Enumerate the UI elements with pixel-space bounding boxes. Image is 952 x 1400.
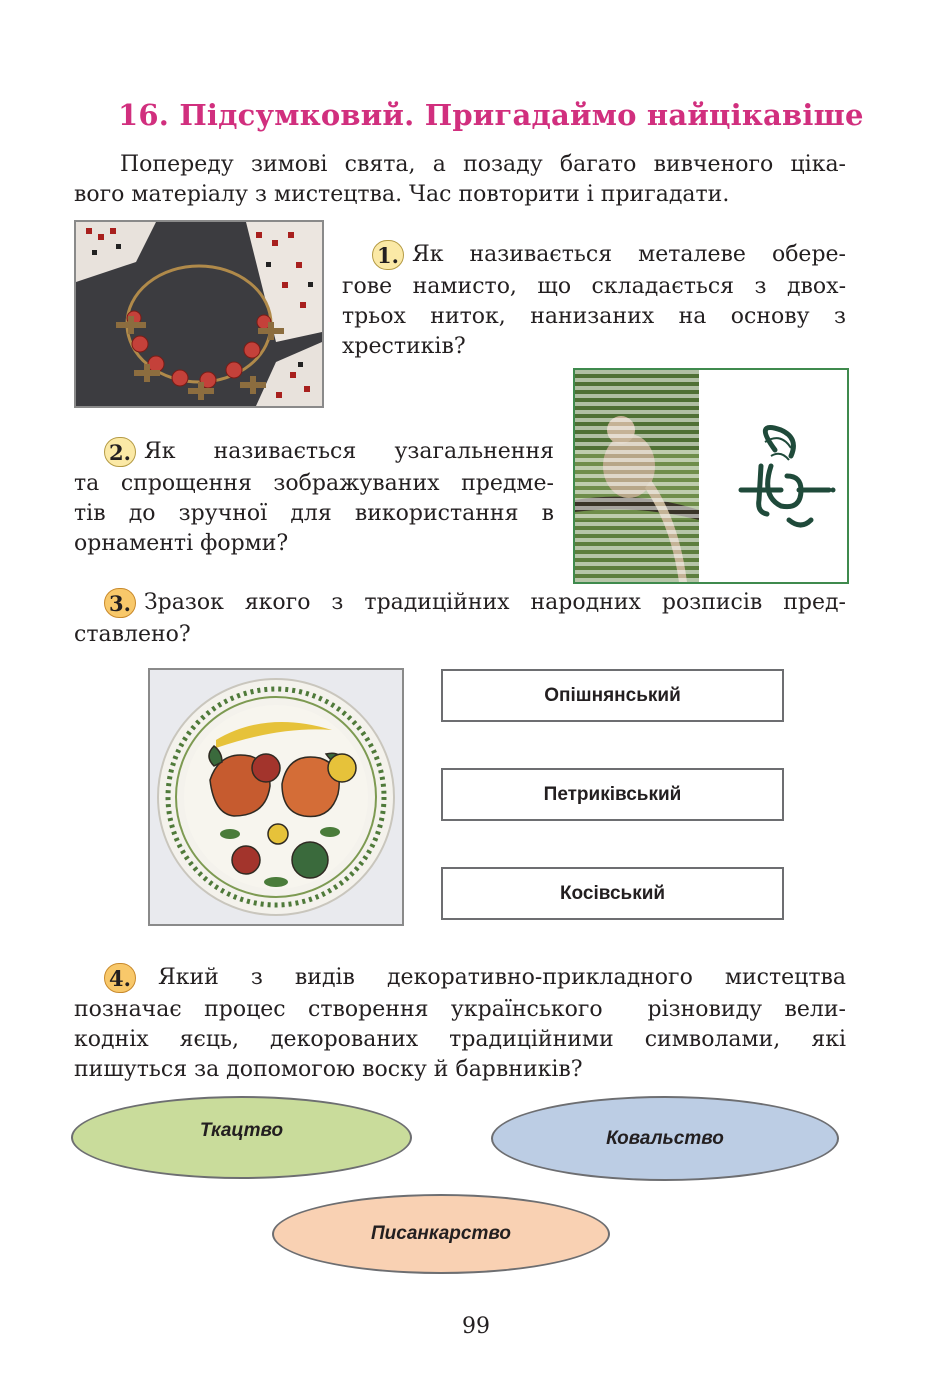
question-1-line-1: Як називається металеве обере- [411, 242, 846, 267]
question-1-continued [342, 272, 846, 362]
monkey-illustration [575, 370, 847, 582]
necklace-image [74, 220, 324, 408]
question-4 [104, 963, 846, 993]
page-title: 16. Підсумковий. Пригадаймо найцікавіше [118, 98, 864, 132]
question-2-continued [74, 469, 554, 559]
question-2-number: 2. [104, 437, 136, 467]
question-4-line-2: позначає процес створення українського різновиду вели- [74, 997, 846, 1022]
answer-option-petrykivskyi[interactable]: Петриківський [441, 768, 784, 821]
question-4-line-3: кодніх яєць, декорованих традиційними символами, які [74, 1027, 846, 1052]
answer-option-tkatstvo[interactable] [71, 1096, 412, 1179]
intro-line-1: Попереду зимові свята, а позаду багато вивченого ціка- [120, 152, 846, 177]
question-4-continued [74, 995, 846, 1085]
question-4-number: 4. [104, 963, 136, 993]
question-3 [104, 588, 846, 618]
intro-line-2: вого матеріалу з мистецтва. Час повторити і пригадати. [74, 182, 730, 207]
question-2 [104, 437, 554, 467]
question-3-continued [74, 620, 846, 650]
answer-option-pysankarstvo[interactable]: Писанкарство [272, 1194, 610, 1274]
monkey-stylization-image [573, 368, 849, 584]
answer-option-kovalstvo[interactable]: Ковальство [491, 1096, 839, 1181]
question-3-number: 3. [104, 588, 136, 618]
question-2-line-3: тів до зручної для використання в [74, 501, 554, 526]
page-number: 99 [462, 1314, 490, 1339]
answer-option-tkatstvo-label: Ткацтво [199, 1119, 284, 1141]
question-3-line-2: ставлено? [74, 622, 191, 647]
intro-text [74, 150, 846, 210]
painted-plate-image [148, 668, 404, 926]
question-4-line-4: пишуться за допомогою воску й барвників? [74, 1057, 583, 1082]
question-1-line-2: гове намисто, що складається з двох- [342, 274, 846, 299]
question-2-line-2: та спрощення зображуваних предме- [74, 471, 554, 496]
question-1 [372, 240, 846, 270]
question-3-line-1: Зразок якого з традиційних народних розписів пред- [143, 590, 846, 615]
answer-option-opishnianskyi[interactable]: Опішнянський [441, 669, 784, 722]
plate-illustration [150, 670, 402, 924]
question-2-line-1: Як називається узагальнення [143, 439, 554, 464]
question-1-line-3: трьох ниток, нанизаних на основу з [342, 304, 846, 329]
question-1-number: 1. [372, 240, 404, 270]
question-1-line-4: хрестиків? [342, 334, 466, 359]
answer-option-kosivskyi[interactable]: Косівський [441, 867, 784, 920]
question-4-line-1: Який з видів декоративно-прикладного мистецтва [157, 965, 846, 990]
question-2-line-4: орнаменті форми? [74, 531, 289, 556]
necklace-illustration [76, 222, 322, 406]
